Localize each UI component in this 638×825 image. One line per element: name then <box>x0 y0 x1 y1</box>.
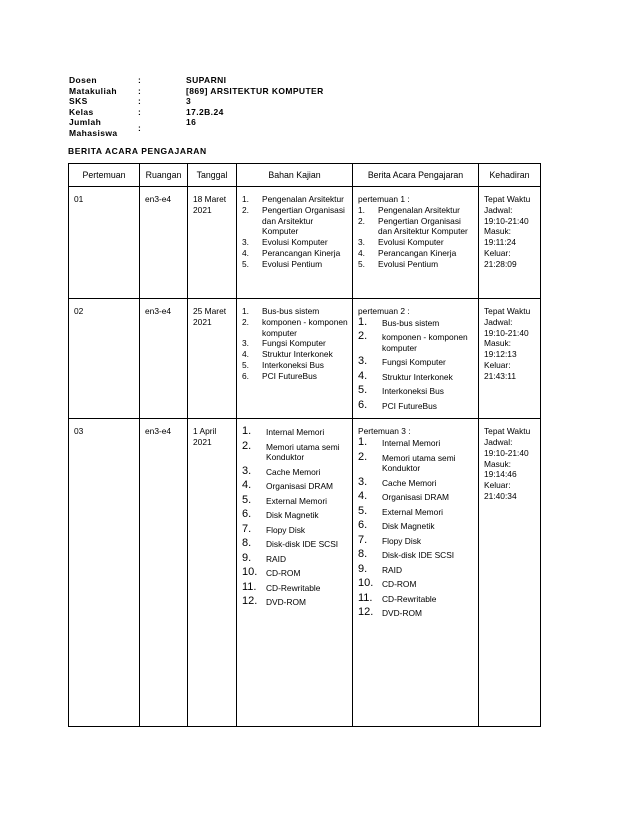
topic-list <box>242 426 348 608</box>
item-text: RAID <box>382 564 403 575</box>
item-number: 1. <box>242 425 252 438</box>
item-text: CD-Rewritable <box>266 582 321 593</box>
item-text: Perancangan Kinerja <box>378 247 457 258</box>
item-number: 2. <box>242 316 249 327</box>
list-item <box>358 607 474 619</box>
list-item <box>358 491 474 503</box>
cell-berita-acara <box>353 419 479 727</box>
item-text: Flopy Disk <box>382 535 422 546</box>
attendance-line: 19:10-21:40 <box>484 447 529 458</box>
list-item <box>358 400 474 412</box>
item-number: 4. <box>242 479 252 492</box>
item-number: 10. <box>242 566 258 579</box>
list-item <box>242 306 348 317</box>
table-row <box>69 187 541 299</box>
item-number: 1. <box>358 204 365 215</box>
topic-list <box>358 317 474 412</box>
item-number: 9. <box>242 551 252 564</box>
attendance-line: Keluar: <box>484 359 511 370</box>
item-text: Evolusi Komputer <box>262 237 328 248</box>
item-text: Fungsi Komputer <box>382 357 446 368</box>
item-number: 5. <box>242 258 249 269</box>
item-number: 4. <box>358 369 368 382</box>
attendance-line: 19:12:13 <box>484 349 517 360</box>
item-text: Pengenalan Arsitektur <box>262 194 344 204</box>
attendance-line: Jadwal: <box>484 437 513 448</box>
cell-ruangan: en3-e4 <box>140 299 188 419</box>
item-text: CD-ROM <box>382 579 417 590</box>
item-number: 1. <box>358 315 368 328</box>
item-text: Struktur Interkonek <box>382 371 453 382</box>
column-header: Kehadiran <box>479 164 541 187</box>
table-header-row <box>69 164 541 187</box>
item-number: 6. <box>358 519 368 532</box>
info-separator: : <box>138 106 142 117</box>
item-number: 3. <box>358 355 368 368</box>
item-text: CD-ROM <box>266 568 301 579</box>
item-text: Struktur Interkonek <box>262 349 333 360</box>
attendance-line: Jadwal: <box>484 204 513 215</box>
item-number: 12. <box>242 595 258 608</box>
cell-pertemuan: 03 <box>69 419 140 727</box>
list-item <box>358 385 474 397</box>
attendance-line: Keluar: <box>484 480 511 491</box>
list-item <box>358 593 474 605</box>
item-text: Disk Magnetik <box>382 521 435 532</box>
info-label: Jumlah Mahasiswa <box>69 117 118 138</box>
item-text: PCI FutureBus <box>262 370 317 381</box>
item-text: Bus-bus sistem <box>262 306 320 316</box>
list-item <box>358 437 474 449</box>
item-text: External Memori <box>382 506 443 517</box>
meeting-heading: Pertemuan 3 : <box>358 426 411 437</box>
item-text: Interkoneksi Bus <box>262 359 324 370</box>
teaching-log-table <box>68 163 541 727</box>
attendance-line: Jadwal: <box>484 316 513 327</box>
item-number: 7. <box>358 533 368 546</box>
attendance-status: Tepat Waktu <box>484 426 531 437</box>
list-item <box>358 356 474 368</box>
cell-bahan-kajian <box>237 187 353 299</box>
item-text: Memori utama semi Konduktor <box>266 441 340 463</box>
info-label: Kelas <box>69 106 94 117</box>
item-number: 3. <box>242 237 249 248</box>
item-number: 6. <box>358 398 368 411</box>
list-item <box>242 466 348 478</box>
info-separator: : <box>138 75 142 85</box>
list-item <box>242 248 348 259</box>
cell-ruangan: en3-e4 <box>140 187 188 299</box>
info-value: 3 <box>186 96 192 106</box>
item-number: 4. <box>242 349 249 360</box>
item-text: Organisasi DRAM <box>266 481 334 492</box>
info-value: SUPARNI <box>186 75 227 85</box>
item-number: 5. <box>358 504 368 517</box>
cell-bahan-kajian <box>237 299 353 419</box>
attendance-line: 21:28:09 <box>484 258 517 269</box>
cell-tanggal: 25 Maret 2021 <box>188 299 237 419</box>
list-item <box>358 535 474 547</box>
column-header: Bahan Kajian <box>237 164 353 187</box>
column-header: Berita Acara Pengajaran <box>353 164 479 187</box>
info-value: [869] ARSITEKTUR KOMPUTER <box>186 85 324 96</box>
item-text: komponen - komponen komputer <box>382 332 468 353</box>
item-text: DVD-ROM <box>382 608 423 619</box>
attendance-line: 21:40:34 <box>484 491 517 502</box>
list-item <box>242 259 348 270</box>
info-label: Dosen <box>69 75 97 85</box>
item-text: Pengertian Organisasi dan Arsitektur Komputer <box>262 204 345 237</box>
attendance-line: 19:11:24 <box>484 237 516 248</box>
item-number: 5. <box>242 493 252 506</box>
cell-tanggal: 1 April 2021 <box>188 419 237 727</box>
item-text: Perancangan Kinerja <box>262 247 341 258</box>
cell-kehadiran <box>479 419 541 727</box>
attendance-line: 19:10-21:40 <box>484 327 529 338</box>
item-number: 2. <box>358 330 368 343</box>
list-item <box>358 205 474 216</box>
list-item <box>242 237 348 248</box>
list-item <box>358 564 474 576</box>
item-number: 7. <box>242 522 252 535</box>
list-item <box>358 477 474 489</box>
item-number: 3. <box>242 464 252 477</box>
info-value: 17.2B.24 <box>186 106 224 117</box>
list-item <box>358 216 474 238</box>
meeting-heading: pertemuan 2 : <box>358 306 410 316</box>
list-item <box>358 259 474 270</box>
info-label: Matakuliah <box>69 85 117 96</box>
list-item <box>242 582 348 594</box>
info-separator: : <box>138 123 142 133</box>
list-item <box>358 452 474 474</box>
list-item <box>242 338 348 349</box>
item-number: 9. <box>358 562 368 575</box>
item-number: 4. <box>242 247 249 258</box>
topic-list <box>358 437 474 619</box>
item-number: 11. <box>358 591 373 604</box>
list-item <box>358 520 474 532</box>
info-separator: : <box>138 85 142 96</box>
item-text: Interkoneksi Bus <box>382 386 444 397</box>
list-item <box>242 495 348 507</box>
item-text: Bus-bus sistem <box>382 317 440 328</box>
item-number: 3. <box>358 237 365 248</box>
item-text: CD-Rewritable <box>382 593 437 604</box>
item-text: Disk Magnetik <box>266 510 319 521</box>
attendance-line: 19:14:46 <box>484 469 517 480</box>
item-text: Disk-disk IDE SCSI <box>266 539 339 550</box>
item-text: Evolusi Pentium <box>262 258 323 269</box>
item-number: 3. <box>242 338 249 349</box>
item-number: 5. <box>358 258 365 269</box>
meeting-heading: pertemuan 1 : <box>358 194 410 204</box>
item-text: komponen - komponen komputer <box>262 316 348 338</box>
list-item <box>242 441 348 463</box>
item-number: 1. <box>242 306 249 316</box>
cell-kehadiran <box>479 299 541 419</box>
item-number: 2. <box>242 439 252 452</box>
attendance-line: Masuk: <box>484 458 511 469</box>
item-number: 5. <box>242 359 249 370</box>
item-text: PCI FutureBus <box>382 400 437 411</box>
cell-pertemuan: 01 <box>69 187 140 299</box>
list-item <box>242 194 348 205</box>
list-item <box>358 506 474 518</box>
topic-list <box>242 194 348 270</box>
cell-pertemuan: 02 <box>69 299 140 419</box>
cell-ruangan: en3-e4 <box>140 419 188 727</box>
item-number: 11. <box>242 580 257 593</box>
item-text: Fungsi Komputer <box>262 338 326 349</box>
item-text: Disk-disk IDE SCSI <box>382 550 455 561</box>
cell-bahan-kajian <box>237 419 353 727</box>
item-number: 4. <box>358 247 365 258</box>
column-header: Tanggal <box>188 164 237 187</box>
item-number: 4. <box>358 490 368 503</box>
attendance-line: Masuk: <box>484 338 511 349</box>
item-number: 1. <box>242 194 249 204</box>
list-item <box>242 349 348 360</box>
cell-berita-acara <box>353 299 479 419</box>
item-number: 8. <box>242 537 252 550</box>
item-text: Cache Memori <box>266 466 321 477</box>
item-number: 10. <box>358 577 374 590</box>
list-item <box>358 549 474 561</box>
attendance-line: Masuk: <box>484 226 511 237</box>
column-header: Ruangan <box>140 164 188 187</box>
topic-list <box>242 306 348 382</box>
list-item <box>358 237 474 248</box>
attendance-line: 21:43:11 <box>484 370 516 381</box>
list-item <box>242 567 348 579</box>
item-text: Pengenalan Arsitektur <box>378 204 460 215</box>
item-number: 2. <box>242 204 249 215</box>
item-text: Flopy Disk <box>266 524 306 535</box>
topic-list <box>358 205 474 270</box>
item-text: Internal Memori <box>266 427 325 438</box>
list-item <box>358 317 474 329</box>
list-item <box>358 578 474 590</box>
info-separator: : <box>138 96 142 106</box>
list-item <box>242 524 348 536</box>
item-number: 5. <box>358 384 368 397</box>
list-item <box>242 553 348 565</box>
item-text: External Memori <box>266 495 327 506</box>
list-item <box>242 371 348 382</box>
cell-berita-acara <box>353 187 479 299</box>
list-item <box>358 248 474 259</box>
list-item <box>358 331 474 353</box>
list-item <box>242 538 348 550</box>
item-number: 6. <box>242 508 252 521</box>
list-item <box>242 426 348 438</box>
list-item <box>242 360 348 371</box>
attendance-status: Tepat Waktu <box>484 306 531 316</box>
item-number: 2. <box>358 215 365 226</box>
list-item <box>242 480 348 492</box>
info-label: SKS <box>69 96 88 106</box>
list-item <box>242 596 348 608</box>
item-number: 1. <box>358 436 368 449</box>
item-number: 8. <box>358 548 368 561</box>
list-item <box>242 205 348 237</box>
item-text: Internal Memori <box>382 438 441 449</box>
attendance-status: Tepat Waktu <box>484 194 531 204</box>
cell-tanggal: 18 Maret 2021 <box>188 187 237 299</box>
item-number: 3. <box>358 475 368 488</box>
item-text: RAID <box>266 553 287 564</box>
item-text: Pengertian Organisasi dan Arsitektur Komputer <box>378 215 468 237</box>
item-number: 2. <box>358 450 368 463</box>
table-row <box>69 419 541 727</box>
list-item <box>242 509 348 521</box>
item-text: Evolusi Pentium <box>378 258 439 269</box>
section-title: BERITA ACARA PENGAJARAN <box>68 146 207 156</box>
item-text: Organisasi DRAM <box>382 492 450 503</box>
list-item <box>358 371 474 383</box>
item-number: 6. <box>242 370 249 381</box>
item-text: Cache Memori <box>382 477 437 488</box>
table-row <box>69 299 541 419</box>
column-header: Pertemuan <box>69 164 140 187</box>
item-number: 12. <box>358 606 374 619</box>
item-text: Memori utama semi Konduktor <box>382 452 456 474</box>
list-item <box>242 317 348 339</box>
cell-kehadiran <box>479 187 541 299</box>
item-text: DVD-ROM <box>266 597 307 608</box>
item-text: Evolusi Komputer <box>378 237 444 248</box>
attendance-line: 19:10-21:40 <box>484 215 529 226</box>
info-value: 16 <box>186 117 197 127</box>
attendance-line: Keluar: <box>484 247 511 258</box>
